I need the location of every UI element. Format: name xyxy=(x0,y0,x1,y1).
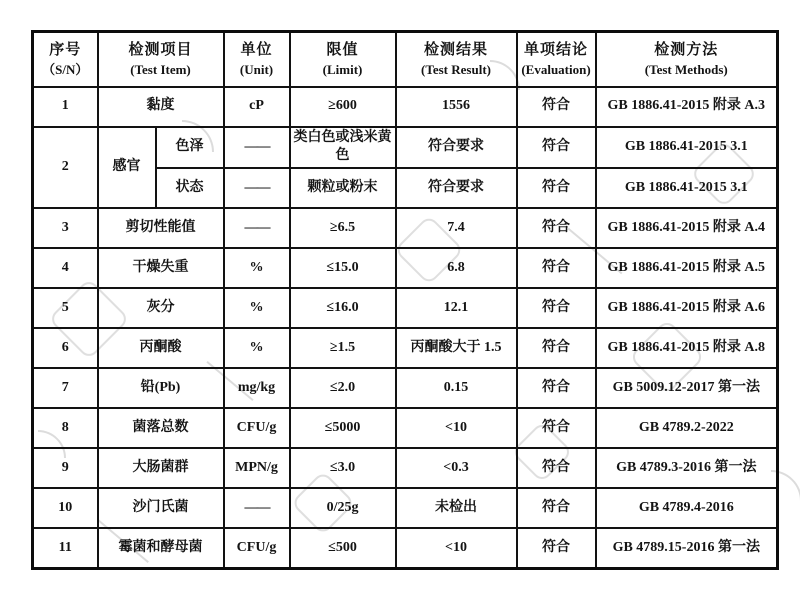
limit-cell: ≥600 xyxy=(290,87,396,127)
limit-cell: ≥6.5 xyxy=(290,208,396,248)
header-methods-en: (Test Methods) xyxy=(644,61,728,77)
method-cell: GB 4789.15-2016 第一法 xyxy=(596,528,778,568)
header-unit-zh: 单位 xyxy=(240,42,273,59)
item-group-cell: 感官 xyxy=(98,127,156,209)
method-cell: GB 1886.41-2015 附录 A.4 xyxy=(596,208,778,248)
sub-item-cell: 状态 xyxy=(156,168,224,208)
sn-cell: 10 xyxy=(33,488,98,528)
sn-cell: 1 xyxy=(33,87,98,127)
evaluation-cell: 符合 xyxy=(517,87,596,127)
method-cell: GB 1886.41-2015 附录 A.6 xyxy=(596,288,778,328)
item-cell: 铅(Pb) xyxy=(98,368,224,408)
limit-cell: 类白色或浅米黄色 xyxy=(290,127,396,169)
result-cell: 0.15 xyxy=(396,368,517,408)
result-cell: 丙酮酸大于 1.5 xyxy=(396,328,517,368)
header-evaluation xyxy=(517,32,596,87)
result-cell: 符合要求 xyxy=(396,168,517,208)
unit-cell: % xyxy=(224,288,290,328)
method-cell: GB 1886.41-2015 附录 A.3 xyxy=(596,87,778,127)
limit-cell: ≤500 xyxy=(290,528,396,568)
evaluation-cell: 符合 xyxy=(517,288,596,328)
item-cell: 菌落总数 xyxy=(98,408,224,448)
table-row xyxy=(33,87,778,127)
header-result-zh: 检测结果 xyxy=(424,42,489,59)
sn-cell: 9 xyxy=(33,448,98,488)
result-cell: <0.3 xyxy=(396,448,517,488)
table-row xyxy=(33,368,778,408)
item-cell: 大肠菌群 xyxy=(98,448,224,488)
result-cell: 符合要求 xyxy=(396,127,517,169)
header-result xyxy=(396,32,517,87)
item-cell: 黏度 xyxy=(98,87,224,127)
result-cell: <10 xyxy=(396,408,517,448)
sn-cell: 11 xyxy=(33,528,98,568)
header-unit-en: (Unit) xyxy=(239,61,274,77)
unit-cell: % xyxy=(224,328,290,368)
sn-cell: 6 xyxy=(33,328,98,368)
header-result-en: (Test Result) xyxy=(421,61,491,77)
method-cell: GB 1886.41-2015 附录 A.5 xyxy=(596,248,778,288)
header-sn-en: （S/N） xyxy=(42,61,89,77)
table-row xyxy=(33,248,778,288)
limit-cell: 0/25g xyxy=(290,488,396,528)
limit-cell: ≥1.5 xyxy=(290,328,396,368)
method-cell: GB 1886.41-2015 3.1 xyxy=(596,168,778,208)
header-evaluation-zh: 单项结论 xyxy=(524,42,589,59)
result-cell: 6.8 xyxy=(396,248,517,288)
evaluation-cell: 符合 xyxy=(517,368,596,408)
result-cell: 未检出 xyxy=(396,488,517,528)
unit-cell: —— xyxy=(224,488,290,528)
method-cell: GB 4789.2-2022 xyxy=(596,408,778,448)
method-cell: GB 1886.41-2015 附录 A.8 xyxy=(596,328,778,368)
limit-cell: ≤5000 xyxy=(290,408,396,448)
sn-cell: 5 xyxy=(33,288,98,328)
method-cell: GB 4789.3-2016 第一法 xyxy=(596,448,778,488)
sn-cell: 4 xyxy=(33,248,98,288)
unit-cell: CFU/g xyxy=(224,528,290,568)
result-cell: 7.4 xyxy=(396,208,517,248)
table-row xyxy=(33,408,778,448)
header-test-item xyxy=(98,32,224,87)
sn-cell: 2 xyxy=(33,127,98,209)
limit-cell: ≤16.0 xyxy=(290,288,396,328)
header-limit xyxy=(290,32,396,87)
header-unit xyxy=(224,32,290,87)
table-row xyxy=(33,208,778,248)
header-limit-en: (Limit) xyxy=(322,61,363,77)
limit-cell: 颗粒或粉末 xyxy=(290,168,396,208)
evaluation-cell: 符合 xyxy=(517,488,596,528)
item-cell: 干燥失重 xyxy=(98,248,224,288)
limit-cell: ≤3.0 xyxy=(290,448,396,488)
unit-cell: MPN/g xyxy=(224,448,290,488)
sn-cell: 7 xyxy=(33,368,98,408)
header-limit-zh: 限值 xyxy=(326,42,359,59)
table-row xyxy=(33,448,778,488)
limit-cell: ≤2.0 xyxy=(290,368,396,408)
header-methods xyxy=(596,32,778,87)
table-row xyxy=(33,127,778,169)
evaluation-cell: 符合 xyxy=(517,448,596,488)
unit-cell: cP xyxy=(224,87,290,127)
unit-cell: mg/kg xyxy=(224,368,290,408)
table-row xyxy=(33,328,778,368)
header-test-item-zh: 检测项目 xyxy=(128,42,193,59)
evaluation-cell: 符合 xyxy=(517,168,596,208)
table-row xyxy=(33,488,778,528)
item-cell: 丙酮酸 xyxy=(98,328,224,368)
evaluation-cell: 符合 xyxy=(517,408,596,448)
header-methods-zh: 检测方法 xyxy=(654,42,719,59)
unit-cell: % xyxy=(224,248,290,288)
method-cell: GB 5009.12-2017 第一法 xyxy=(596,368,778,408)
table-row xyxy=(33,528,778,568)
result-cell: 1556 xyxy=(396,87,517,127)
header-evaluation-en: (Evaluation) xyxy=(521,61,591,77)
evaluation-cell: 符合 xyxy=(517,248,596,288)
test-results-table xyxy=(31,30,779,570)
header-sn xyxy=(33,32,98,87)
unit-cell: —— xyxy=(224,168,290,208)
item-cell: 霉菌和酵母菌 xyxy=(98,528,224,568)
result-cell: 12.1 xyxy=(396,288,517,328)
unit-cell: —— xyxy=(224,127,290,169)
item-cell: 剪切性能值 xyxy=(98,208,224,248)
header-test-item-en: (Test Item) xyxy=(130,61,191,77)
result-cell: <10 xyxy=(396,528,517,568)
method-cell: GB 1886.41-2015 3.1 xyxy=(596,127,778,169)
sn-cell: 8 xyxy=(33,408,98,448)
method-cell: GB 4789.4-2016 xyxy=(596,488,778,528)
item-cell: 沙门氏菌 xyxy=(98,488,224,528)
table-row xyxy=(33,288,778,328)
evaluation-cell: 符合 xyxy=(517,208,596,248)
header-sn-zh: 序号 xyxy=(49,42,82,59)
evaluation-cell: 符合 xyxy=(517,127,596,169)
item-cell: 灰分 xyxy=(98,288,224,328)
sn-cell: 3 xyxy=(33,208,98,248)
unit-cell: —— xyxy=(224,208,290,248)
sub-item-cell: 色泽 xyxy=(156,127,224,169)
unit-cell: CFU/g xyxy=(224,408,290,448)
header-row xyxy=(33,32,778,87)
limit-cell: ≤15.0 xyxy=(290,248,396,288)
evaluation-cell: 符合 xyxy=(517,328,596,368)
evaluation-cell: 符合 xyxy=(517,528,596,568)
